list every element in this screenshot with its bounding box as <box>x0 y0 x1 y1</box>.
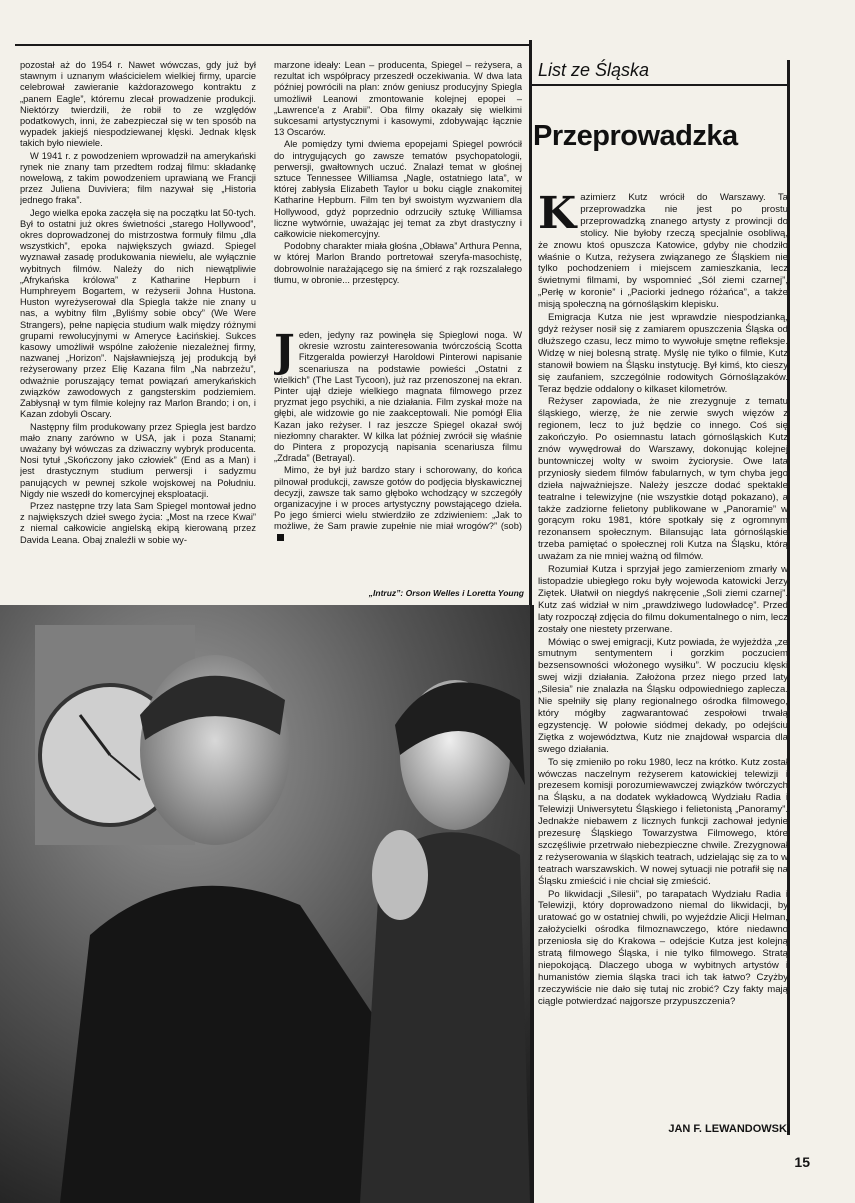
paragraph: To się zmieniło po roku 1980, lecz na krótko. Kutz został wówczas naczelnym reżyserem katowickiej telewizji i prezesem komisji porozumiewawczej związków twórczych na Śląsku, a na dodatek wykładowcą Wydziału Radia i Telewizji Uniwersytetu Śląskiego i felietonistą „Panoramy”. Jednakże niebawem z licznych funkcji zachował jedynie prezesurę Śląskiego Towarzystwa Filmowego, które szczęśliwie przetrwało niebezpieczne chwile. Zrezygnował z reżyserowania w śląskich teatrach, udzielając się za to w teatrach warszawskich. W nowej sytuacji nie potrafił się na Śląsku zmieścić i nie chciał się zmieścić. <box>538 756 788 887</box>
photo-caption: „Intruz”: Orson Welles i Loretta Young <box>368 588 524 598</box>
end-mark-icon <box>277 534 284 541</box>
paragraph: Ale pomiędzy tymi dwiema epopejami Spiegel powrócił do intrygujących go zawsze tematów psychopatologii, perwersji, gwałtownych uczuć. Znalazł temat w głośnej sztuce Tennessee Williamsa „Nagle, ostatniego lata”, w której zabłysła Elizabeth Taylor u boku ciągle znakomitej Katharine Hepburn. Film ten był swoistym wyzwaniem dla Hollywood, gdyż poprzednio odrzuciły sztukę Williamsa liczne wytwórnie, uważając jej temat za zbyt drastyczny i całkowicie niekomercyjny. <box>274 139 522 240</box>
film-still-photo <box>0 605 530 1203</box>
paragraph: Reżyser zapowiada, że nie zrezygnuje z tematu śląskiego, wierzę, że nie zerwie swych więzów z regionem, lecz to już będzie co innego. Coś się zakończyło. Po osiemnastu latach górnośląskich Kutz znów wywędrował do Warszawy, dokonując kolejnej buntowniczej wolty w swoim życiorysie. Owe lata przyniosły siedem filmów fabularnych, w tym chyba jego dzieła najważniejsze. Należy jeszcze dodać spektakle teatralne i telewizyjne (nie wszystkie dotąd pokazano), a także zadziorne felietony publikowane w „Panoramie” w gorącym roku 1981, które spotkały się z ogromnym rezonansem społecznym. Bilansując lata górnośląskie trzeba pamiętać o społecznej roli Kutza na Śląsku, którą uważam za nie mniej ważną od filmów. <box>538 396 788 563</box>
paragraph <box>274 330 522 464</box>
paragraph: Przez następne trzy lata Sam Spiegel montował jedno z największych dzieł swego życia: „Most na rzece Kwai” z niemal całkowicie angielską ekipą kierowaną przez Davida Leana. Obaj znaleźli w sobie wy- <box>20 500 256 545</box>
drop-cap: J <box>274 330 295 377</box>
article-column-1 <box>20 60 256 582</box>
paragraph: Emigracja Kutza nie jest wprawdzie niespodzianką, gdyż reżyser nosił się z zamiarem opuszczenia Śląska od dłuższego czasu, lecz mimo to wywołuje smętne refleksje. Widzę w niej bolesną stratę. Myślę nie tylko o filmie, Kutz stanowił bowiem na Śląsku instytucję. Był kimś, kto cieszy się zaufaniem, szczególnie rodowitych Górnoślązaków. Teraz będzie oddalony o kilkaset kilometrów. <box>538 312 788 395</box>
paragraph-text: Mimo, że był już bardzo stary i schorowany, do końca pilnował produkcji, zawsze gotów do podjęcia błyskawicznej decyzji, zawsze tak samo głęboko wchodzący w szczegóły organizacyjne i w proces artystyczny powstającego dzieła. Po jego śmierci wielu stwierdziło ze zdziwieniem: „Jak to możliwe, że Sam prawie zupełnie nie miał wrogów?” (sob) <box>274 465 522 532</box>
paragraph-text: eden, jedyny raz powinęła się Spieglowi noga. W okresie wzrostu zainteresowania twórczością Scotta Fitzgeralda powierzył Haroldowi Pinterowi napisanie scenariusza na podstawie powieści „Ostatni z wielkich” (The Last Tycoon), już raz przenoszonej na ekran. Pinter ujął dzieje wielkiego magnata filmowego przez pryzmat jego psychiki, a nie działania. Film zyskał może na głębi, ale widzowie go nie zaakceptowali. Nie pomógł Elia Kazan jako reżyser. I raz jeszcze Spiegel okazał swój niezłomny charakter. W kilka lat później zwrócił się właśnie do Pintera z propozycją napisania scenariusza filmu „Zdrada” (Betrayal). <box>274 330 522 464</box>
section-kicker: List ze Śląska <box>538 60 650 80</box>
paragraph: Podobny charakter miała głośna „Obława” Arthura Penna, w której Marlon Brando portretował szeryfa-masochistę, dobrowolnie narażającego się na śmierć z rąk rozszalałego tłumu, w obronie... przestępcy. <box>274 241 522 285</box>
paragraph: Następny film produkowany przez Spiegla jest bardzo mało znany zarówno w USA, jak i poza Stanami; uważany był wówczas za dziwaczny wybryk producenta. Nosi tytuł „Skończony jako człowiek” (End as a Man) i jest drastycznym studium perwersji i sadyzmu panujących w pewnej szkole wojskowej na Południu. Nigdy nie wszedł do komercyjnej eksploatacji. <box>20 421 256 499</box>
page-number: 15 <box>794 1154 810 1170</box>
paragraph: Jego wielka epoka zaczęła się na początku lat 50-tych. Był to ostatni już okres świetności „starego Hollywood”, okres doprowadzonej do mistrzostwa formuły filmu „dla wszystkich”, epoka największych gwiazd. Spiegel wyznawał zasadę produkowania niewielu, ale wyłącznie wybitnych filmów. Należy do nich niewątpliwie „Afrykańska królowa” z Katharine Hepburn i Humphreyem Bogartem, w reżyserii Johna Hustona. Huston wyreżyserował dla Spiegla także nie znany u nas, a wybitny film „Byliśmy sobie obcy” (We Were Strangers), pełne napięcia studium walk między różnymi grupami rewolucyjnymi w Ameryce Łacińskiej. Sukces kasowy umożliwił wspólne założenie niezależnej firmy, nazwanej „Horizon”. Najsławniejszą jej produkcją był reżyserowany przez Elię Kazana film „Na nabrzeżu”, odważnie poruszający temat powiązań amerykańskich związków zawodowych z gangsterskim podziemiem. Zabłysnął w tym filmie kolejny raz Marlon Brando; i on, i Kazan zdobyli Oscary. <box>20 207 256 420</box>
photo-image <box>0 605 530 1203</box>
paragraph: Po likwidacji „Silesii”, po tarapatach Wydziału Radia i Telewizji, który doprowadzono niemal do likwidacji, by uratować go w ostatniej chwili, po wyjeździe Alicji Helman, założycielki ośrodka filmoznawczego, które niedawno przeniosła się do Krakowa – odejście Kutza jest kolejną stratą filmowego Śląska, i nie tylko filmowego. Stratą niepokojącą. Dlaczego uboga w wybitnych artystów i humanistów ziemia śląska traci ich tak łatwo? Czyżby rzeczywiście nie dało się tutaj nic zrobić? Czy fakty mają ciągle potwierdzać najgorsze przypuszczenia? <box>538 888 788 1007</box>
paragraph: Rozumiał Kutza i sprzyjał jego zamierzeniom zmarły w listopadzie ubiegłego roku były wojewoda katowicki Jerzy Ziętek. Ułatwił on niegdyś nakręcenie „Soli ziemi czarnej”. Kutz zaś widział w nim „prawdziwego ludowładcę”. Przed laty rozpoczął zdjęcia do filmu dokumentalnego o nim, lecz zostały one niestety przerwane. <box>538 564 788 635</box>
paragraph: pozostał aż do 1954 r. Nawet wówczas, gdy już był stawnym i uznanym właścicielem wielkiej firmy, uparcie celebrował zawieranie każdorazowego kontraktu z „panem Eagle”, któremu zlecał prowadzenie produkcji. Niektórzy twierdzili, że robił to ze względów podatkowych, inni, że zabezpieczał się w ten sposób na wypadek jakiejś niespodziewanej klęski. Jednak klęsk takich było niewiele. <box>20 60 256 149</box>
top-rule <box>15 44 530 46</box>
column-divider <box>530 605 534 1203</box>
paragraph: marzone ideały: Lean – producenta, Spiegel – reżysera, a rezultat ich współpracy przeszedł oczekiwania. W dwa lata później powrócili na plan: znów geniusz producyjny Spiegla umożliwił Leanowi zmontowanie kolejnej epopei – „Lawrence'a z Arabii”. Oba filmy okazały się wielkimi sukcesami artystycznymi i kasowymi, zdobywając łącznie 13 Oscarów. <box>274 60 522 138</box>
column-divider <box>529 40 532 605</box>
article-column-2 <box>274 60 522 310</box>
article-headline: Przeprowadzka <box>533 120 738 152</box>
paragraph <box>538 192 788 311</box>
kicker-rule <box>532 84 790 86</box>
article-column-2-lower <box>274 330 522 588</box>
drop-cap: K <box>538 192 577 239</box>
article-column-3 <box>538 192 788 1122</box>
paragraph: Mówiąc o swej emigracji, Kutz powiada, że wyjeżdża „ze smutnym sentymentem i gorzkim poczuciem bezsensowności włożonego wysiłku”. W poczuciu klęski swej wizji działania. Założona przez niego przed laty „Silesia” nie znalazła na Śląsku odpowiedniego zaplecza. Nie spełniły się plany regionalnego ośrodka filmowego, który mógłby zagwarantować zespołowi trwałą egzystencję. W połowie siódmej dekady, po odejściu Ziętka z województwa, Kutz nie znajdował wsparcia dla swego działania. <box>538 636 788 755</box>
paragraph: W 1941 r. z powodzeniem wprowadził na amerykański rynek nie znany tam przedtem rodzaj filmu: składankę nowelową, z takim powodzeniem uprawianą we Francji przez Juliena Duviviera; film nazywał się „Historia jednego fraka”. <box>20 150 256 206</box>
paragraph <box>274 465 522 543</box>
paragraph-text: azimierz Kutz wrócił do Warszawy. Ta przeprowadzka nie jest po prostu przeprowadzką znanego artysty z prowincji do stolicy. Nie byłoby rzeczą specjalnie osobliwą, że znowu ktoś opuszcza Katowice, gdyby nie chodziło właśnie o Kutza, reżysera związanego ze Śląskiem nie tylko pochodzeniem i miejscem zamieszkania, lecz świetnymi filmami, by wspomnieć „Sól ziemi czarnej”, „Perłę w koronie” i „Paciorki jednego różańca”, a także misją społeczną na górnośląskim klepisku. <box>538 192 788 311</box>
author-byline: JAN F. LEWANDOWSKI <box>668 1123 790 1135</box>
